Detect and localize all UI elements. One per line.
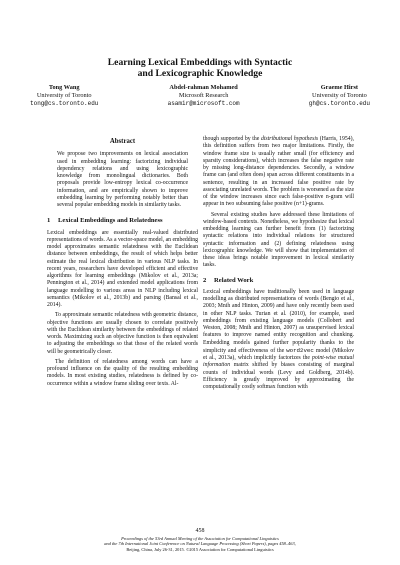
footer-line-3: Beijing, China, July 26-31, 2015. ©2015 Association for Computational Linguistics xyxy=(126,546,274,552)
author-name: Graeme Hirst xyxy=(320,84,359,91)
abstract-text: We propose two improvements on lexical association used in embedding learning: factorizing individual dependency relations and using lexicographic knowledge from monolingual dictionaries. Both proposals provide low-entropy lexical co-occurrence information, and are empirically shown to improve embedding learning by performing notably better than several popular embedding models in similarity tasks. xyxy=(57,151,188,208)
section-1-heading xyxy=(47,217,198,224)
section-title: Lexical Embeddings and Relatedness xyxy=(58,217,163,225)
footer-line-2: and the 7th International Joint Conference on Natural Language Processing (Short Papers), pages 458–463, xyxy=(104,541,296,547)
author-affiliation: University of Toronto xyxy=(312,92,367,99)
left-column xyxy=(47,138,198,391)
section-title: Related Work xyxy=(214,276,254,284)
section-number: 1 xyxy=(47,217,51,225)
section-1-paragraph-3-continued xyxy=(203,136,354,209)
text-run: Lexical embeddings have traditionally been used in language modelling as distributed representations of words (Bengio et al., 2003; Mnih and Hinton, 2009) and have only recently been used in other NLP tasks. Turian et al. (2010), for example, used embeddings from existing language models (Collobert and Weston, 2008; Mnih and Hinton, 2007) as unsupervised lexical features to improve named entity recognition and chunking. Embedding models gained further popularity thanks to the simplicity and effectiveness of the xyxy=(203,288,354,354)
proceedings-footer xyxy=(40,536,360,552)
author-affiliation: University of Toronto xyxy=(36,92,92,99)
section-1-paragraph-1: Lexical embeddings are essentially real-valued distributed representations of words. As a vector-space model, an embedding model approximates semantic relatedness with the Euclidean distance between embeddings, the result of which helps better estimate the real lexical distribution in various NLP tasks. In recent years, researchers have developed efficient and effective algorithms for learning embeddings (Mikolov et al., 2013a; Pennington et al., 2014) and extended model applications from language modelling to various areas in NLP including lexical semantics (Mikolov et al., 2013b) and parsing (Bansal et al., 2014). xyxy=(47,229,198,308)
section-1-paragraph-2: To approximate semantic relatedness with geometric distance, objective functions are usually chosen to correlate positively with the Euclidean similarity between the embeddings of related words. Maximizing such an objective function is then equivalent to adjusting the embeddings so that those of the related words will be geometrically closer. xyxy=(47,312,198,355)
author-email: asamir@microsoft.com xyxy=(167,100,240,107)
footer-line-1: Proceedings of the 53rd Annual Meeting of the Association for Computational Linguistics xyxy=(121,536,279,541)
text-run: matrix shifted by biases consisting of marginal counts of individual words (Levy and Goldberg, 2014b). Efficiency is greatly improved by approximating the computationally costly softmax function with xyxy=(203,362,354,390)
author-1 xyxy=(30,84,98,108)
paper-title xyxy=(0,57,400,79)
author-name: Abdel-rahman Mohamed xyxy=(169,84,238,91)
section-2-heading xyxy=(203,277,354,284)
author-email: gh@cs.toronto.edu xyxy=(308,100,370,107)
author-3 xyxy=(309,84,370,108)
author-name: Tong Wang xyxy=(48,84,80,91)
page-number: 458 xyxy=(195,528,205,534)
author-2 xyxy=(168,84,240,108)
section-number: 2 xyxy=(203,276,207,284)
author-email: tong@cs.toronto.edu xyxy=(30,100,99,107)
title-line-1: Learning Lexical Embeddings with Syntactic xyxy=(107,57,293,68)
text-run: though supported by the xyxy=(203,136,261,142)
section-2-paragraph-1 xyxy=(203,289,354,392)
section-1-paragraph-4: Several existing studies have addressed these limitations of window-based contexts. Nonetheless, we hypothesize that lexical embedding learning can further benefit from (1) factorizing syntactic relations into individual relations for structured syntactic information and (2) defining relatedness using lexicographic knowledge. We will show that implementation of these ideas brings notable improvement in lexical similarity tasks. xyxy=(203,211,354,269)
title-line-2: and Lexicographic Knowledge xyxy=(137,68,263,79)
italic-term: point-wise mutual information xyxy=(203,355,354,369)
text-run: model (Mikolov et al., 2013a), which implicitly factorizes the xyxy=(203,347,354,361)
abstract-heading: Abstract xyxy=(109,138,136,145)
abstract-body xyxy=(57,151,188,209)
section-1-paragraph-3: The definition of relatedness among words can have a profound influence on the quality of the resulting embedding models. In most existing studies, relatedness is defined by co-occurrence within a window frame sliding over texts. Al- xyxy=(47,358,198,387)
text-run: (Harris, 1954), this definition suffers from two major limitations. Firstly, the window frame size is usually rather small (for efficiency and sparsity considerations), which increases the false negative rate by missing long-distance dependencies. Secondly, a window frame can (and often does) span across different constituents in a sentence, resulting in an increased false positive rate by associating unrelated words. The problem is worsened as the size of the window increases since each false-positive n-gram will appear in two subsuming false positive (n+1)-grams. xyxy=(203,136,354,208)
right-column xyxy=(203,136,354,394)
author-affiliation: Microsoft Research xyxy=(178,92,229,99)
italic-term: distributional hypothesis xyxy=(260,136,319,142)
code-term: word2vec xyxy=(286,346,314,354)
author-block xyxy=(30,84,370,108)
